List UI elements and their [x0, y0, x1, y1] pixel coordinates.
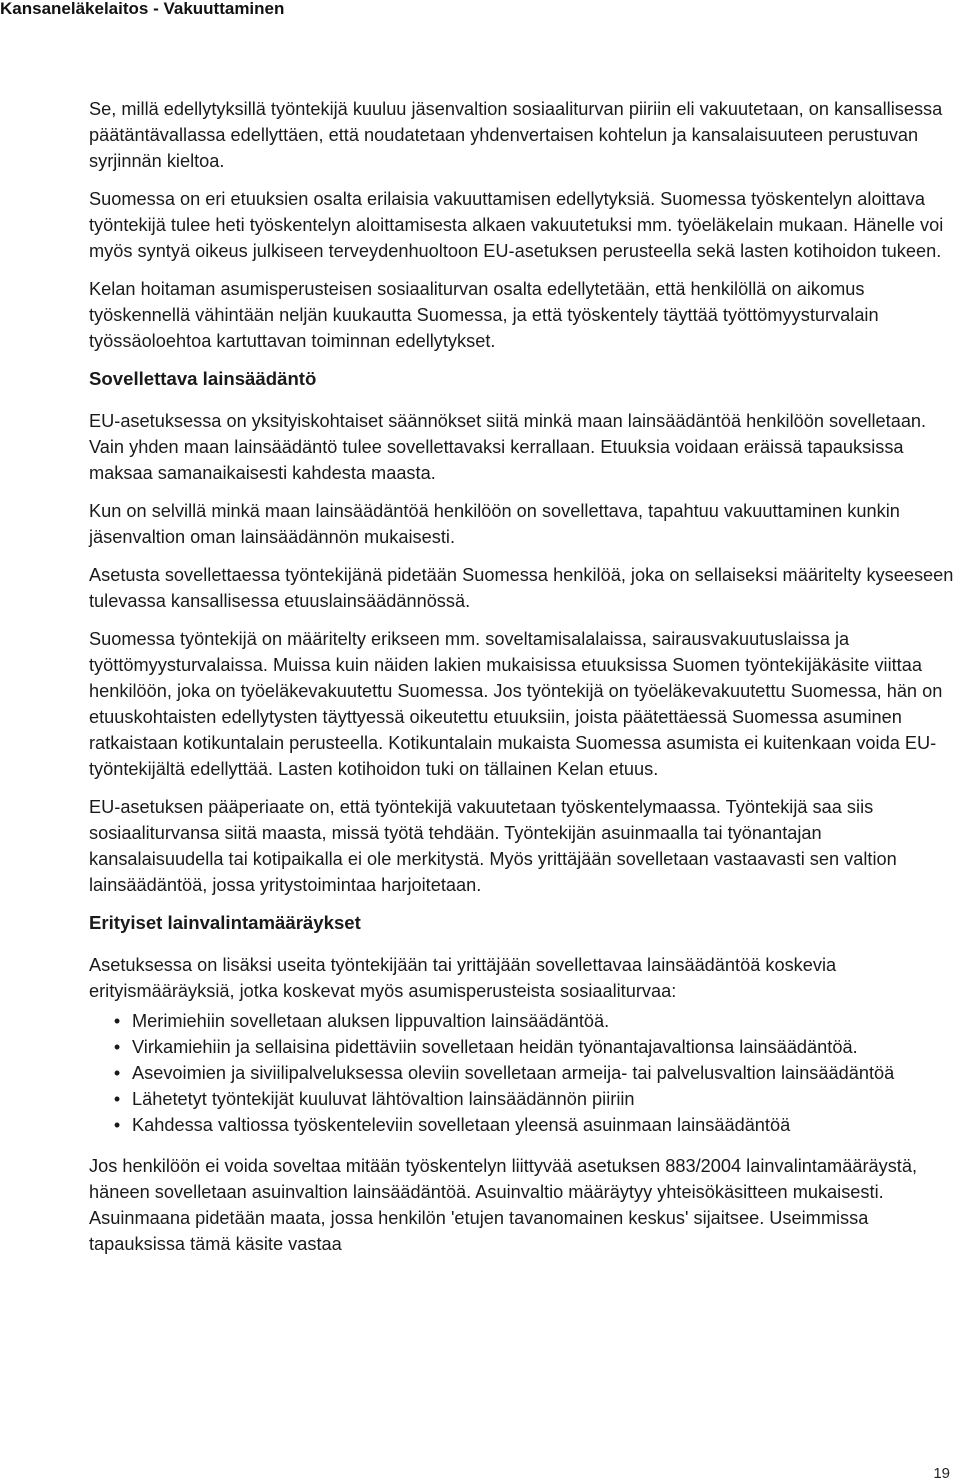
bullet-icon: •: [113, 1037, 121, 1057]
section-heading-special-rules: Erityiset lainvalintamääräykset: [89, 912, 361, 933]
document-header: Kansaneläkelaitos - Vakuuttaminen: [0, 0, 285, 18]
bullet-icon: •: [113, 1115, 121, 1135]
paragraph: Se, millä edellytyksillä työntekijä kuuluu jäsenvaltion sosiaaliturvan piiriin eli vakuutetaan, on kansallisessa päätäntävallassa edellyttäen, että noudatetaan yhdenvertaisen kohtelun ja kansalaisuuteen perustuvan syrjinnän kieltoa.: [89, 99, 943, 171]
bullet-list: [89, 1008, 960, 1138]
bullet-icon: •: [113, 1063, 121, 1083]
bullet-icon: •: [113, 1011, 121, 1031]
paragraph: Kelan hoitaman asumisperusteisen sosiaaliturvan osalta edellytetään, että henkilöllä on aikomus työskennellä vähintään neljän kuukautta Suomessa, ja että työskentely täyttää työttömyysturvalain työssäoloehtoa kartuttavan toiminnan edellytykset.: [89, 279, 879, 351]
list-item: • Kahdessa valtiossa työskenteleviin sovelletaan yleensä asuinmaan lainsäädäntöä: [132, 1112, 960, 1138]
page-number: 19: [933, 1465, 950, 1482]
list-item: • Asevoimien ja siviilipalveluksessa oleviin sovelletaan armeija- tai palvelusvaltion lainsäädäntöä: [132, 1060, 960, 1086]
paragraph: Suomessa on eri etuuksien osalta erilaisia vakuuttamisen edellytyksiä. Suomessa työskentelyn aloittava työntekijä tulee heti työskentelyn aloittamisesta alkaen vakuutetuksi mm. työeläkelain mukaan. Hänelle voi myös syntyä oikeus julkiseen terveydenhuoltoon EU-asetuksen perusteella sekä lasten kotihoidon tukeen.: [89, 189, 944, 261]
paragraph: EU-asetuksessa on yksityiskohtaiset säännökset siitä minkä maan lainsäädäntöä henkilöön sovelletaan. Vain yhden maan lainsäädäntö tulee sovellettavaksi kerrallaan. Etuuksia voidaan eräissä tapauksissa maksaa samanaikaisesti kahdesta maasta.: [89, 411, 927, 483]
bullet-icon: •: [113, 1089, 121, 1109]
paragraph: Kun on selvillä minkä maan lainsäädäntöä henkilöön on sovellettava, tapahtuu vakuuttaminen kunkin jäsenvaltion oman lainsäädännön mukaisesti.: [89, 501, 900, 547]
paragraph: Asetusta sovellettaessa työntekijänä pidetään Suomessa henkilöä, joka on sellaiseksi määritelty kyseeseen tulevassa kansallisessa etuuslainsäädännössä.: [89, 565, 954, 611]
list-item: • Merimiehiin sovelletaan aluksen lippuvaltion lainsäädäntöä.: [132, 1008, 960, 1034]
paragraph: Jos henkilöön ei voida soveltaa mitään työskentelyn liittyvää asetuksen 883/2004 lainvalintamääräystä, häneen sovelletaan asuinvaltion lainsäädäntöä. Asuinvaltio määräytyy yhteisökäsitteen mukaisesti. Asuinmaana pidetään maata, jossa henkilön 'etujen tavanomainen keskus' sijaitsee. Useimmissa tapauksissa tämä käsite vastaa: [89, 1156, 918, 1254]
list-item: • Virkamiehiin ja sellaisina pidettäviin sovelletaan heidän työnantajavaltionsa lainsäädäntöä.: [132, 1034, 960, 1060]
section-heading-applicable-law: Sovellettava lainsäädäntö: [89, 368, 317, 389]
paragraph: Asetuksessa on lisäksi useita työntekijään tai yrittäjään sovellettavaa lainsäädäntöä koskevia erityismääräyksiä, jotka koskevat myös asumisperusteista sosiaaliturvaa:: [89, 955, 837, 1001]
paragraph: Suomessa työntekijä on määritelty erikseen mm. soveltamisalalaissa, sairausvakuutuslaissa ja työttömyysturvalaissa. Muissa kuin näiden lakien mukaisissa etuuksissa Suomen työntekijäkäsite viittaa henkilöön, joka on työeläkevakuutettu Suomessa. Jos työntekijä on työeläkevakuutettu Suomessa, hän on etuuskohtaisten edellytysten täyttyessä oikeutettu etuuksiin, joista päätettäessä Suomessa asuminen ratkaistaan kotikuntalain perusteella. Kotikuntalain mukaista Suomessa asumista ei kuitenkaan voida EU-työntekijältä edellyttää. Lasten kotihoidon tuki on tällainen Kelan etuus.: [89, 629, 943, 779]
paragraph: EU-asetuksen pääperiaate on, että työntekijä vakuutetaan työskentelymaassa. Työntekijä saa siis sosiaaliturvansa siitä maasta, missä työtä tehdään. Työntekijän asuinmaalla tai työnantajan kansalaisuudella tai kotipaikalla ei ole merkitystä. Myös yrittäjään sovelletaan vastaavasti sen valtion lainsäädäntöä, jossa yritystoimintaa harjoitetaan.: [89, 797, 897, 895]
list-item: • Lähetetyt työntekijät kuuluvat lähtövaltion lainsäädännön piiriin: [132, 1086, 960, 1112]
document-body: [89, 96, 960, 1269]
